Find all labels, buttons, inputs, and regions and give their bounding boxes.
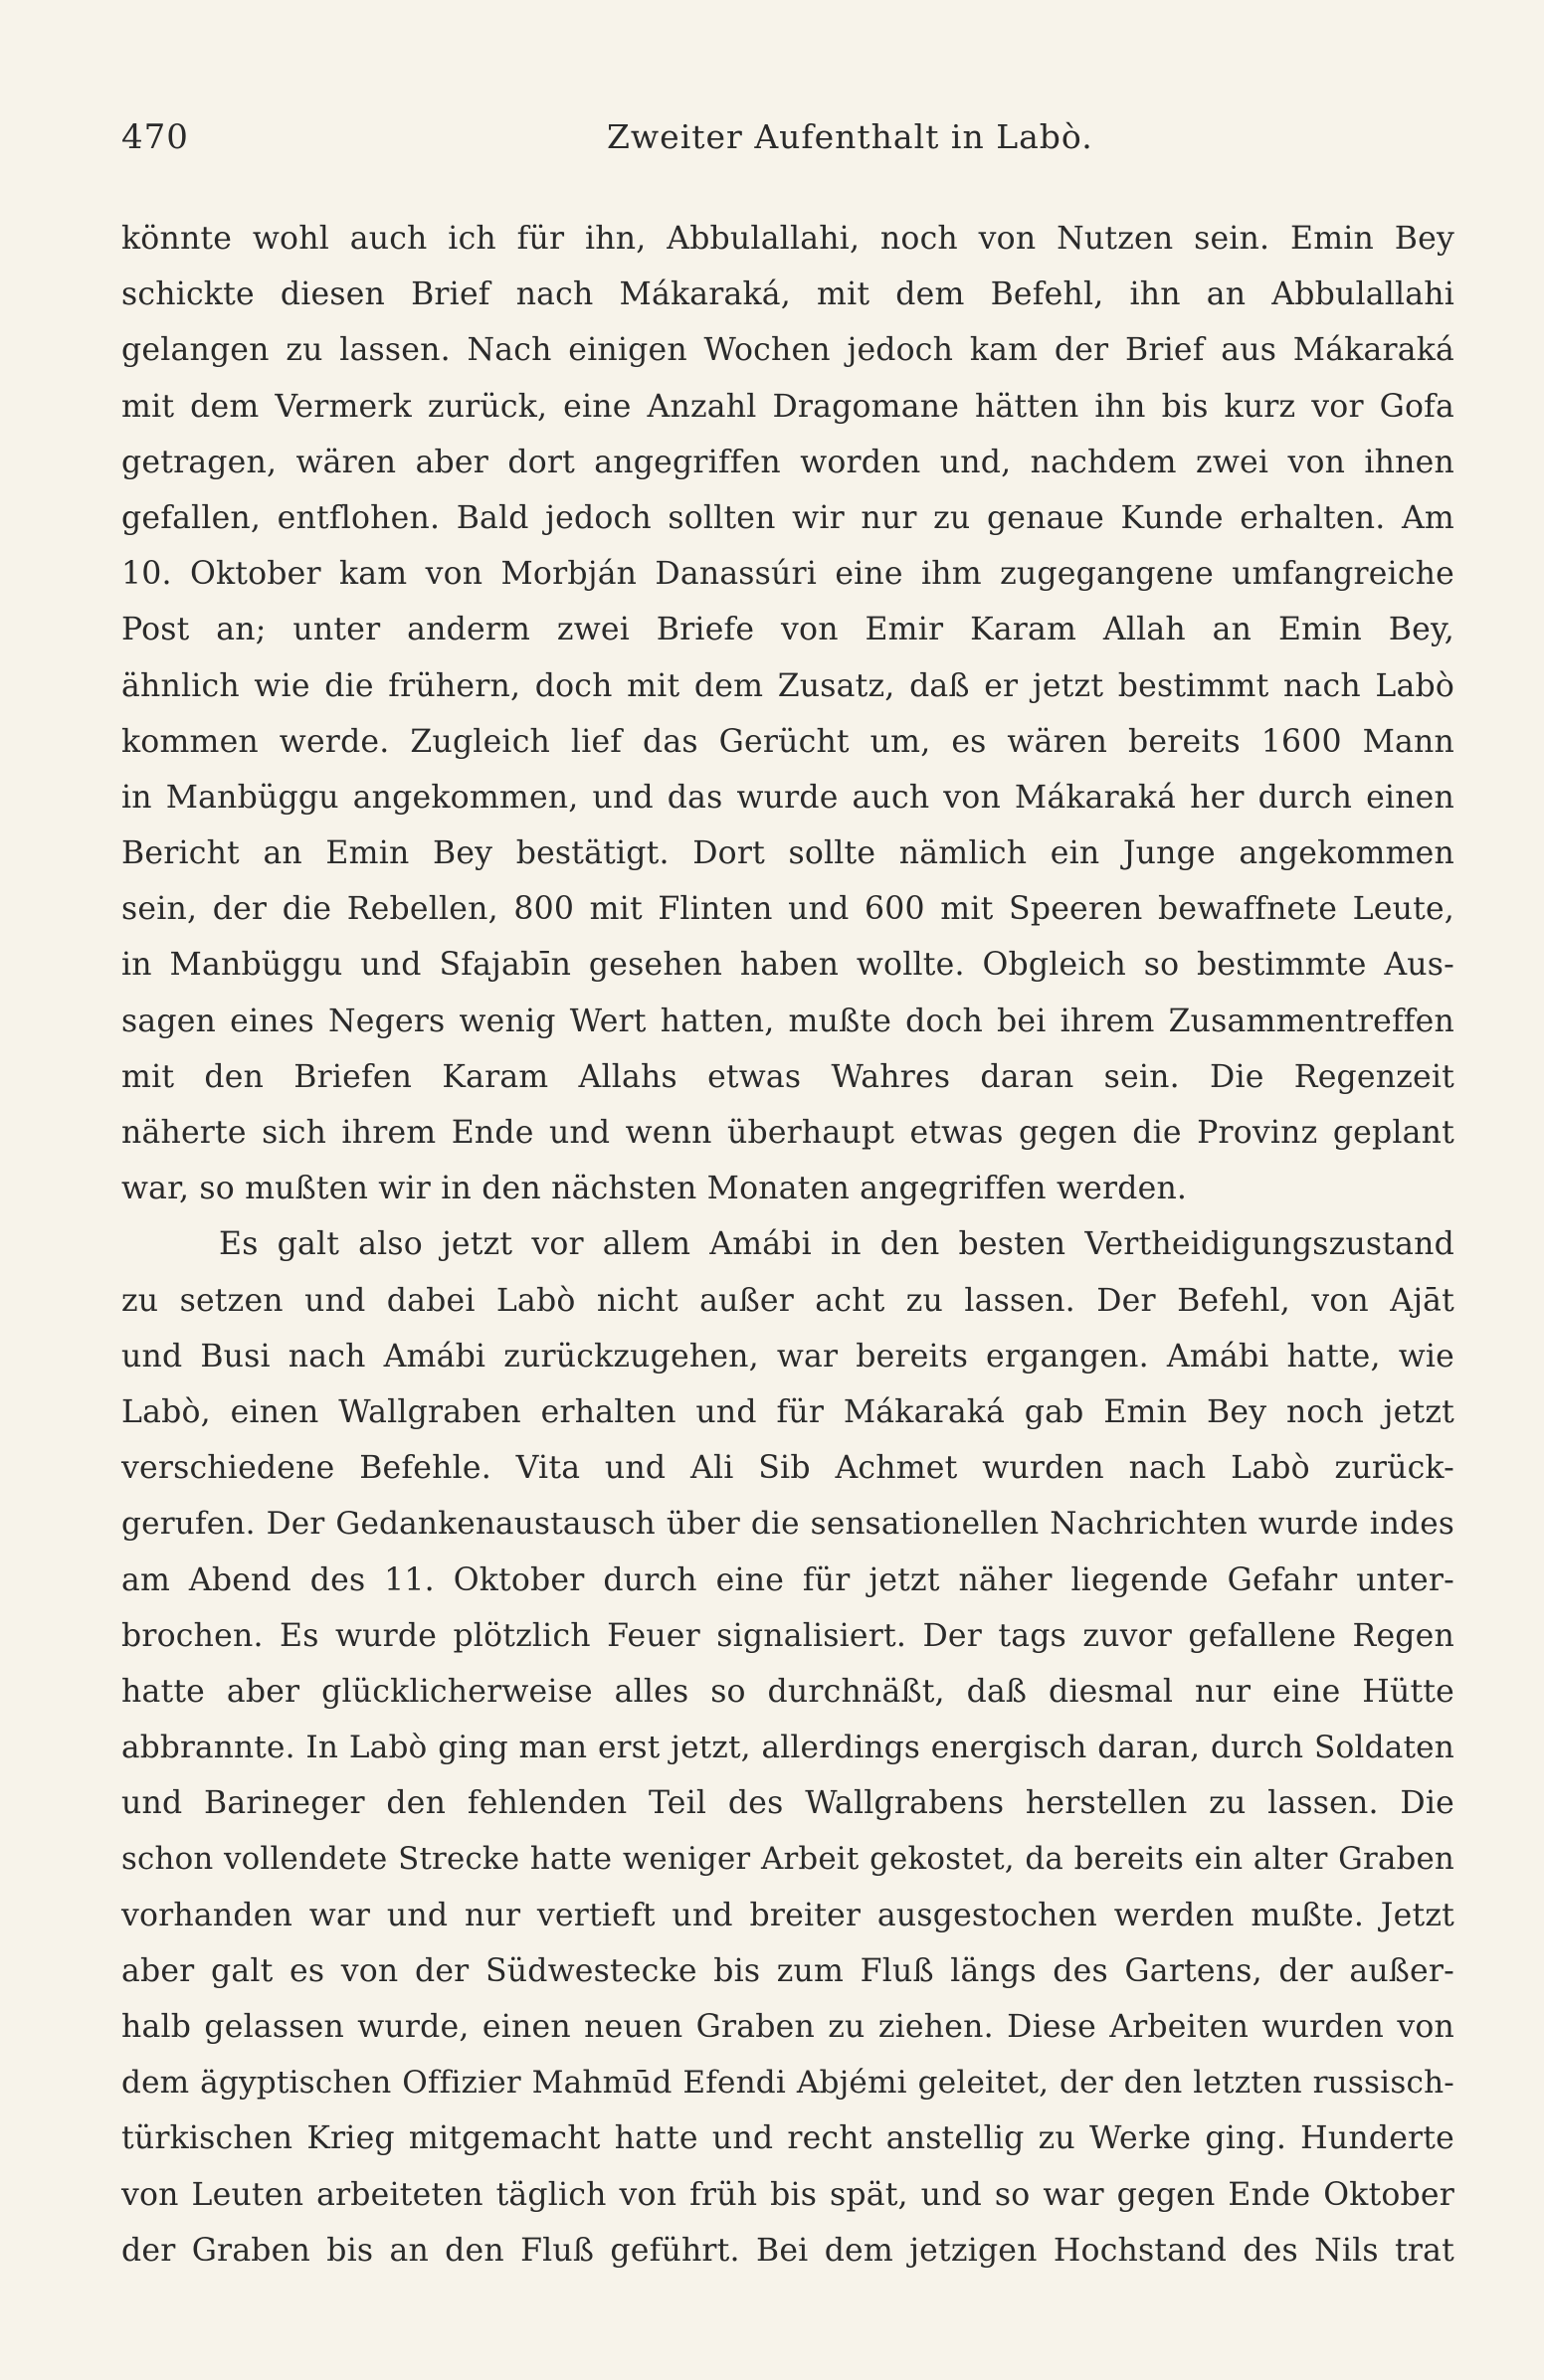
text-line: brochen. Es wurde plötzlich Feuer signalisiert. Der tags zuvor gefallene Regen	[121, 1617, 1454, 1654]
running-title: Zweiter Aufenthalt in Labò.	[607, 117, 1093, 156]
page-number: 470	[121, 117, 189, 157]
text-line: von Leuten arbeiteten täglich von früh bis spät, und so war gegen Ende Oktober	[121, 2176, 1454, 2213]
text-line: schickte diesen Brief nach Mákaraká, mit dem Befehl, ihn an Abbulallahi	[121, 276, 1454, 313]
paragraph	[121, 1216, 1454, 2279]
text-line: mit den Briefen Karam Allahs etwas Wahres daran sein. Die Regenzeit	[121, 1058, 1454, 1095]
text-line: in Manbüggu angekommen, und das wurde auch von Mákaraká her durch einen	[121, 779, 1454, 816]
paragraph	[121, 211, 1454, 1216]
text-line: sein, der die Rebellen, 800 mit Flinten und 600 mit Speeren bewaffnete Leute,	[121, 891, 1454, 928]
text-line: in Manbüggu und Sfajabīn gesehen haben wollte. Obgleich so bestimmte Aus-	[121, 947, 1454, 984]
text-line: war, so mußten wir in den nächsten Monaten angegriffen werden.	[121, 1171, 1188, 1207]
text-line: halb gelassen wurde, einen neuen Graben zu ziehen. Diese Arbeiten wurden von	[121, 2009, 1454, 2045]
page-header	[121, 117, 1454, 177]
text-line: und Busi nach Amábi zurückzugehen, war bereits ergangen. Amábi hatte, wie	[121, 1338, 1454, 1374]
text-line: getragen, wären aber dort angegriffen worden und, nachdem zwei von ihnen	[121, 444, 1454, 480]
text-line: hatte aber glücklicherweise alles so durchnäßt, daß diesmal nur eine Hütte	[121, 1673, 1454, 1710]
text-line: gefallen, entflohen. Bald jedoch sollten wir nur zu genaue Kunde erhalten. Am	[121, 499, 1454, 536]
text-line: sagen eines Negers wenig Wert hatten, mußte doch bei ihrem Zusammentreffen	[121, 1003, 1454, 1039]
text-line: türkischen Krieg mitgemacht hatte und recht anstellig zu Werke ging. Hunderte	[121, 2120, 1454, 2157]
text-line: kommen werde. Zugleich lief das Gerücht um, es wären bereits 1600 Mann	[121, 723, 1454, 760]
text-line: zu setzen und dabei Labò nicht außer acht zu lassen. Der Befehl, von Ajāt	[121, 1282, 1454, 1319]
text-line: am Abend des 11. Oktober durch eine für jetzt näher liegende Gefahr unter-	[121, 1561, 1454, 1598]
text-line: und Barineger den fehlenden Teil des Wallgrabens herstellen zu lassen. Die	[121, 1785, 1454, 1822]
text-line: dem ägyptischen Offizier Mahmūd Efendi Abjémi geleitet, der den letzten russisch-	[121, 2065, 1454, 2102]
text-line: der Graben bis an den Fluß geführt. Bei dem jetzigen Hochstand des Nils trat	[121, 2232, 1454, 2269]
text-line: verschiedene Befehle. Vita und Ali Sib Achmet wurden nach Labò zurück-	[121, 1450, 1454, 1487]
text-line: könnte wohl auch ich für ihn, Abbulallahi, noch von Nutzen sein. Emin Bey	[121, 221, 1454, 257]
text-line: ähnlich wie die frühern, doch mit dem Zusatz, daß er jetzt bestimmt nach Labò	[121, 667, 1454, 704]
text-line: mit dem Vermerk zurück, eine Anzahl Dragomane hätten ihn bis kurz vor Gofa	[121, 388, 1454, 425]
text-line: schon vollendete Strecke hatte weniger Arbeit gekostet, da bereits ein alter Graben	[121, 1841, 1454, 1878]
text-line: gelangen zu lassen. Nach einigen Wochen jedoch kam der Brief aus Mákaraká	[121, 332, 1454, 369]
text-line: aber galt es von der Südwestecke bis zum Fluß längs des Gartens, der außer-	[121, 1952, 1454, 1989]
text-line: vorhanden war und nur vertieft und breiter ausgestochen werden mußte. Jetzt	[121, 1897, 1454, 1933]
text-line: Labò, einen Wallgraben erhalten und für Mákaraká gab Emin Bey noch jetzt	[121, 1393, 1454, 1430]
text-line: Post an; unter anderm zwei Briefe von Emir Karam Allah an Emin Bey,	[121, 612, 1454, 648]
text-line: gerufen. Der Gedankenaustausch über die sensationellen Nachrichten wurde indes	[121, 1506, 1454, 1543]
text-line: 10. Oktober kam von Morbján Danassúri eine ihm zugegangene umfangreiche	[121, 556, 1454, 593]
text-line: näherte sich ihrem Ende und wenn überhaupt etwas gegen die Provinz geplant	[121, 1115, 1454, 1151]
text-line: abbrannte. In Labò ging man erst jetzt, allerdings energisch daran, durch Soldaten	[121, 1730, 1454, 1766]
body-text	[121, 211, 1454, 2279]
text-line: Es galt also jetzt vor allem Amábi in den besten Vertheidigungszustand	[219, 1226, 1454, 1263]
text-line: Bericht an Emin Bey bestätigt. Dort sollte nämlich ein Junge angekommen	[121, 835, 1454, 872]
